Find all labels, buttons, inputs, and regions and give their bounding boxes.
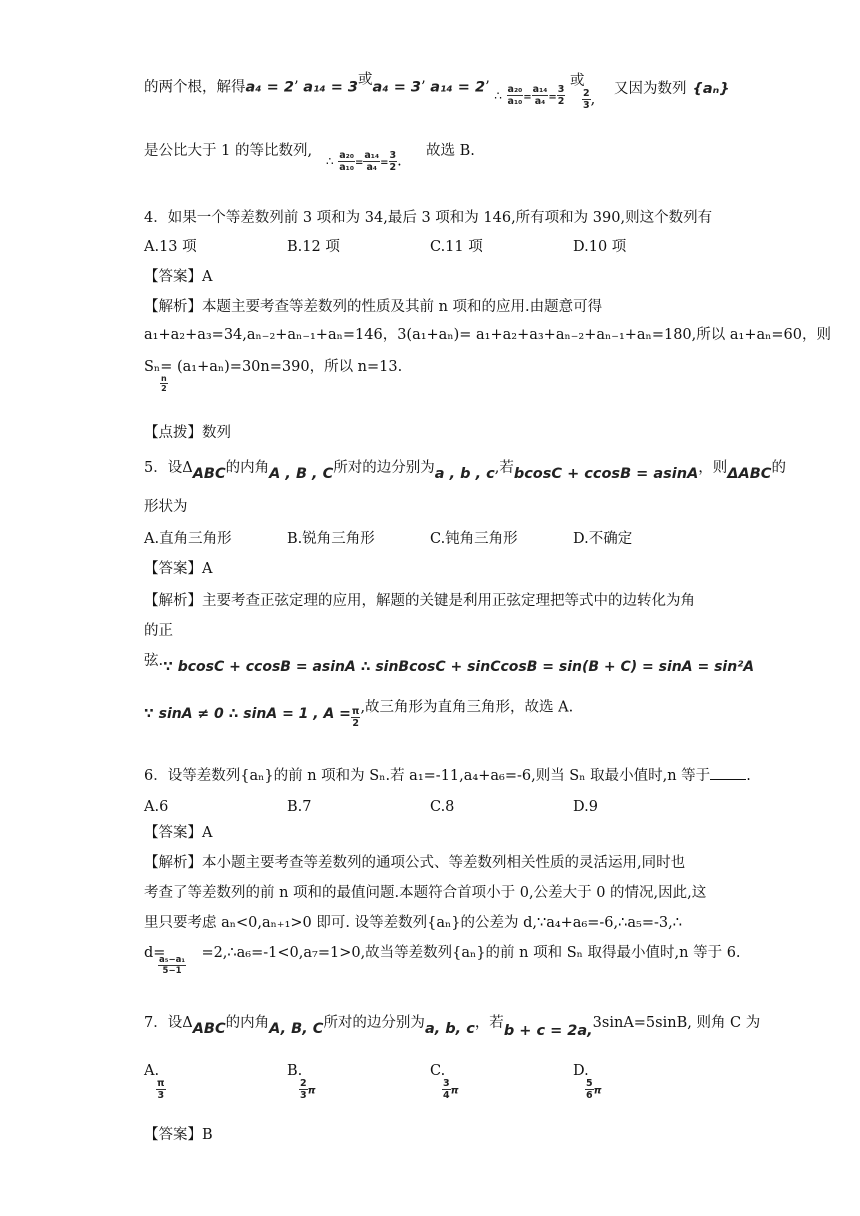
q5-option-d: D.不确定 (573, 531, 633, 547)
q5-option-c: C.钝角三角形 (430, 531, 518, 547)
q4-option-a: A.13 项 (144, 239, 197, 255)
q3-math-a14-alt: a₁₄ = 2 (430, 79, 486, 96)
q3-text-roots: 的两个根，解得 (144, 79, 246, 96)
q3-math-a14: a₁₄ = 3 (303, 79, 359, 96)
q5-stem-2: 形状为 (144, 499, 188, 515)
q4-tip: 【点拨】数列 (144, 425, 231, 441)
q6-option-b: B.7 (287, 799, 312, 815)
q6-answer: 【答案】A (144, 825, 213, 841)
q7-option-c: C. $\frac{3}{4}$ π (430, 1063, 459, 1101)
q4-analysis-3: Sₙ= (a₁+aₙ)=30n=390，所以 n=13. (144, 359, 403, 375)
q5-stem: 5．设ΔABC的内角A , B , C所对的边分别为a , b , c,若bcosC + ccosB = asinA，则ΔABC的 (144, 460, 786, 482)
q6-blank (710, 765, 746, 780)
q3-frac-3: $\frac{3}{2}$ (557, 84, 565, 107)
q6-analysis-2: 考查了等差数列的前 n 项和的最值问题.本题符合首项小于 0,公差大于 0 的情况,因此,这 (144, 885, 707, 901)
q4-analysis-1: 【解析】本题主要考查等差数列的性质及其前 n 项和的应用.由题意可得 (144, 299, 603, 315)
q4-analysis-2: a₁+a₂+a₃=34,aₙ₋₂+aₙ₋₁+aₙ=146，3(a₁+aₙ)= a₁+a₂+a₃+aₙ₋₂+aₙ₋₁+aₙ=180,所以 a₁+aₙ=60，则 (144, 327, 831, 343)
q3-or-text: 或 (358, 71, 373, 88)
q5-analysis-1: 【解析】主要考查正弦定理的应用，解题的关键是利用正弦定理把等式中的边转化为角 (144, 593, 695, 609)
q3-math-a4-alt: a₄ = 3 (372, 79, 422, 96)
q5-answer: 【答案】A (144, 561, 213, 577)
q4-frac-n-2: $\frac{n}{2}$ (161, 373, 167, 393)
q5-option-b: B.锐角三角形 (287, 531, 375, 547)
q6-analysis-3: 里只要考虑 aₙ<0,aₙ₊₁>0 即可. 设等差数列{aₙ}的公差为 d,∵a₄+a₆=-6,∴a₅=-3,∴ (144, 915, 682, 931)
q4-option-b: B.12 项 (287, 239, 340, 255)
q7-option-b: B. $\frac{2}{3}$ π (287, 1063, 316, 1101)
q6-option-a: A.6 (144, 799, 169, 815)
q4-answer: 【答案】A (144, 269, 213, 285)
q6-option-d: D.9 (573, 799, 598, 815)
q6-frac-d: $\frac{\text{a₅−a₁}}{5-1}$ (159, 954, 186, 976)
q3-seq-text: 又因为数列 {aₙ} (614, 81, 730, 97)
q4-option-d: D.10 项 (573, 239, 627, 255)
q3-frac-2: $\frac{\text{a₁₄}}{\text{a₄}}$ (532, 84, 548, 107)
q7-option-a: A. $\frac{\pi}{3}$ (144, 1063, 165, 1101)
q4-stem: 4．如果一个等差数列前 3 项和为 34,最后 3 项和为 146,所有项和为 390,则这个数列有 (144, 210, 713, 226)
q6-stem: 6．设等差数列{aₙ}的前 n 项和为 Sₙ.若 a₁=-11,a₄+a₆=-6,则当 Sₙ 取最小值时,n 等于 . (144, 765, 751, 787)
q3-or-2: 或 (570, 73, 585, 89)
q5-analysis-4: ∵ sinA ≠ 0 ∴ sinA = 1 , A = $\frac{\pi}{2}$ ,故三角形为直角三角形，故选 A. (144, 699, 574, 729)
q5-analysis-3: 弦.∵ bcosC + ccosB = asinA ∴ sinBcosC + sinCcosB = sin(B + C) = sinA = sin²A (144, 653, 755, 675)
q4-option-c: C.11 项 (430, 239, 483, 255)
q3-frac-r3: $\frac{3}{2}$ (389, 150, 397, 173)
q3-frac-4: $\frac{2}{3}$ (583, 88, 590, 111)
q3-ratio-result: ∴ $\frac{\text{a₂₀}}{\text{a₁₀}}$ = $\frac{\text{a₁₄}}{\text{a₄}}$ = $\frac{3}{2}$ . (326, 150, 402, 173)
q3-seq-an: {aₙ} (692, 81, 730, 97)
q6-analysis-1: 【解析】本小题主要考查等差数列的通项公式、等差数列相关性质的灵活运用,同时也 (144, 855, 686, 871)
q7-option-d: D. $\frac{5}{6}$ π (573, 1063, 602, 1101)
q3-frac-r2: $\frac{\text{a₁₄}}{\text{a₄}}$ (364, 150, 380, 173)
q6-option-c: C.8 (430, 799, 455, 815)
q3-solution-line-2: 是公比大于 1 的等比数列, (144, 143, 313, 159)
q3-frac-1: $\frac{\text{a₂₀}}{\text{a₁₀}}$ (507, 84, 523, 107)
q3-choose-b: 故选 B. (426, 143, 475, 159)
q3-therefore: ∴ (494, 88, 502, 103)
q3-frac-r1: $\frac{\text{a₂₀}}{\text{a₁₀}}$ (339, 150, 354, 173)
q7-stem: 7．设ΔABC的内角A, B, C所对的边分别为a, b, c，若b + c = 2a,3sinA=5sinB, 则角 C 为 (144, 1015, 761, 1039)
q5-option-a: A.直角三角形 (144, 531, 232, 547)
q7-answer: 【答案】B (144, 1127, 213, 1143)
q3-math-a4: a₄ = 2 (245, 79, 294, 96)
q5-analysis-2: 的正 (144, 623, 173, 639)
q3-solution-line-1: 的两个根，解得a₄ = 2’ a₁₄ = 3或a₄ = 3’ a₁₄ = 2’ $_\therefore$ $\frac{\text{a₂₀}}{\text{a₁₀}}$ $_=$ $\frac{\text{a₁₄}}{\text{a₄}}$ $_=$ $\frac{3}{2}$ (144, 71, 565, 107)
q6-analysis-4: d= =2,∴a₆=-1<0,a₇=1>0,故当等差数列{aₙ}的前 n 项和 Sₙ 取得最小值时,n 等于 6. (144, 945, 741, 961)
q3-frac-4-wrap: $\frac{2}{3}$ , (583, 88, 596, 111)
